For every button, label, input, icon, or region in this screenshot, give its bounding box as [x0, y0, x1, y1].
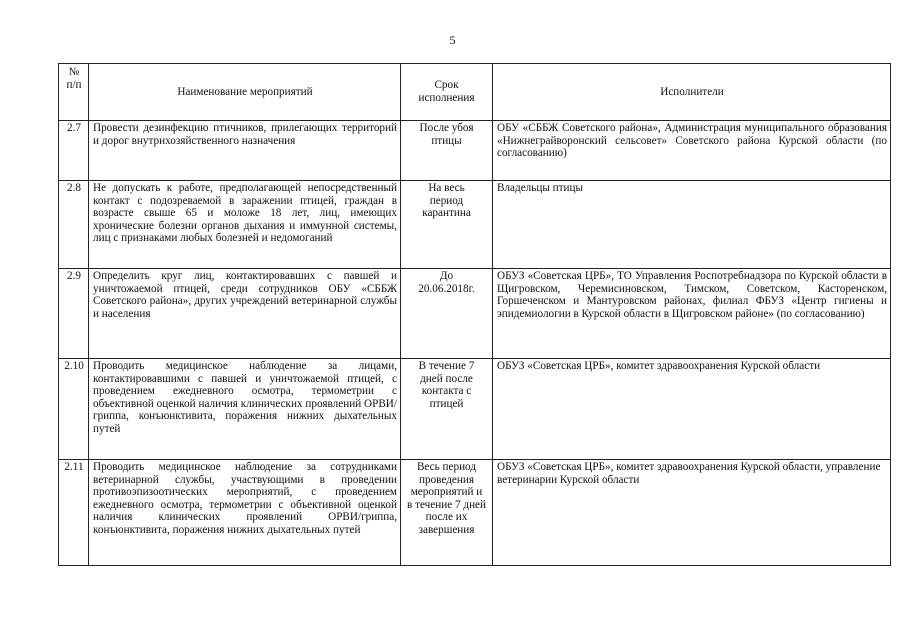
row-term: В течение 7 дней после контакта с птицей — [401, 359, 493, 460]
header-num: № п/п — [59, 64, 89, 121]
row-term: На весь период карантина — [401, 181, 493, 269]
row-executors: ОБУ «СББЖ Советского района», Администрация муниципального образования «Нижнеграйворонский сельсовет» Советского района Курской области (по согласованию) — [493, 121, 891, 181]
row-num: 2.8 — [59, 181, 89, 269]
row-executors: ОБУЗ «Советская ЦРБ», комитет здравоохранения Курской области, управление ветеринарии Курской области — [493, 460, 891, 566]
measures-table — [58, 63, 891, 566]
row-executors: ОБУЗ «Советская ЦРБ», комитет здравоохранения Курской области — [493, 359, 891, 460]
row-task: Провести дезинфекцию птичников, прилегающих территорий и дорог внутрихозяйственного назначения — [89, 121, 401, 181]
row-term: Весь период проведения мероприятий и в течение 7 дней после их завершения — [401, 460, 493, 566]
header-term: Срок исполнения — [401, 64, 493, 121]
table-row — [59, 121, 891, 181]
row-num: 2.9 — [59, 269, 89, 359]
row-executors: Владельцы птицы — [493, 181, 891, 269]
row-task: Проводить медицинское наблюдение за сотрудниками ветеринарной службы, участвующими в проведении противоэпизоотических мероприятий, с проведением ежедневного осмотра, термометрии с объективной оценкой наличия клинических проявлений ОРВИ/гриппа, конъюнктивита, поражения нижних дыхательных путей — [89, 460, 401, 566]
row-num: 2.11 — [59, 460, 89, 566]
row-num: 2.10 — [59, 359, 89, 460]
header-executors: Исполнители — [493, 64, 891, 121]
table-row — [59, 181, 891, 269]
row-term: До 20.06.2018г. — [401, 269, 493, 359]
row-task: Проводить медицинское наблюдение за лицами, контактировавшими с павшей и уничтожаемой птицей, с проведением ежедневного осмотра, термометрии с объективной оценкой наличия клинических проявлений ОРВИ/гриппа, конъюнктивита, поражения нижних дыхательных путей — [89, 359, 401, 460]
table-row — [59, 359, 891, 460]
table-header-row — [59, 64, 891, 121]
table-row — [59, 269, 891, 359]
row-executors: ОБУЗ «Советская ЦРБ», ТО Управления Роспотребнадзора по Курской области в Щигровском, Черемисиновском, Тимском, Советском, Касторенском, Горшеченском и Мантуровском районах, филиал ФБУЗ «Центр гигиены и эпидемиологии в Курской области в Щигровском районе» (по согласованию) — [493, 269, 891, 359]
page-number: 5 — [449, 33, 456, 47]
table-row — [59, 460, 891, 566]
header-task: Наименование мероприятий — [89, 64, 401, 121]
row-task: Не допускать к работе, предполагающей непосредственный контакт с подозреваемой в заражении птицей, граждан в возрасте свыше 65 и моложе 18 лет, лиц, имеющих хронические болезни органов дыхания и иммунной системы, лиц с признаками любых болезней и недомоганий — [89, 181, 401, 269]
row-num: 2.7 — [59, 121, 89, 181]
row-task: Определить круг лиц, контактировавших с павшей и уничтожаемой птицей, среди сотрудников ОБУ «СББЖ Советского района», других учреждений ветеринарной службы и населения — [89, 269, 401, 359]
row-term: После убоя птицы — [401, 121, 493, 181]
